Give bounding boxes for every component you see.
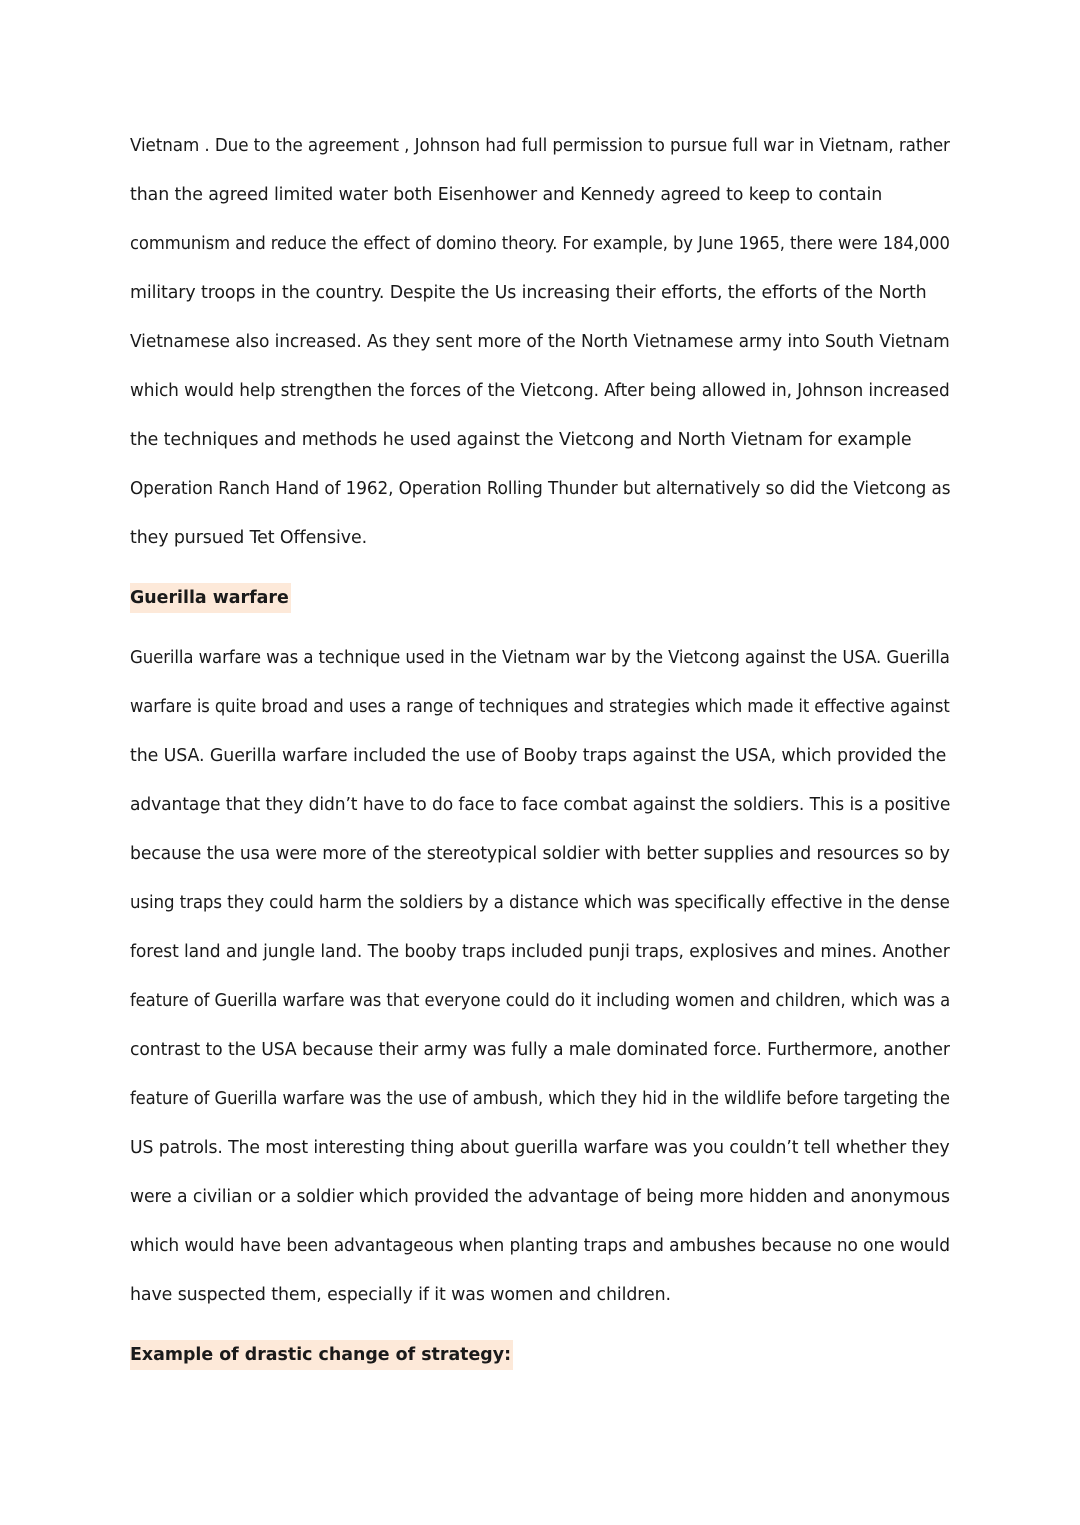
text-line: which would help strengthen the forces of the Vietcong. After being allowed in, Johnson increased xyxy=(130,381,950,401)
text-line: were a civilian or a soldier which provided the advantage of being more hidden and anonymous xyxy=(130,1187,950,1207)
text-line: US patrols. The most interesting thing about guerilla warfare was you couldn’t tell whether they xyxy=(130,1138,950,1158)
text-line: contrast to the USA because their army was fully a male dominated force. Furthermore, another xyxy=(130,1040,950,1060)
text-line: the techniques and methods he used against the Vietcong and North Vietnam for example xyxy=(130,430,912,450)
text-line: than the agreed limited water both Eisenhower and Kennedy agreed to keep to contain xyxy=(130,185,883,205)
text-line: military troops in the country. Despite the Us increasing their efforts, the efforts of the North xyxy=(130,283,927,303)
text-line: Vietnamese also increased. As they sent more of the North Vietnamese army into South Vietnam xyxy=(130,332,950,352)
text-line: using traps they could harm the soldiers by a distance which was specifically effective in the dense xyxy=(130,893,950,913)
text-line: communism and reduce the effect of domino theory. For example, by June 1965, there were 184,000 xyxy=(130,234,950,254)
text-line: Operation Ranch Hand of 1962, Operation Rolling Thunder but alternatively so did the Vietcong as xyxy=(130,479,951,499)
text-line: have suspected them, especially if it was women and children. xyxy=(130,1285,671,1305)
text-line: Guerilla warfare was a technique used in the Vietnam war by the Vietcong against the USA. Guerilla xyxy=(130,648,950,668)
section-heading-guerilla-warfare: Guerilla warfare xyxy=(130,583,291,613)
section-heading-strategy-change: Example of drastic change of strategy: xyxy=(130,1340,513,1370)
text-line: feature of Guerilla warfare was the use of ambush, which they hid in the wildlife before targeting the xyxy=(130,1089,950,1109)
text-line: because the usa were more of the stereotypical soldier with better supplies and resources so by xyxy=(130,844,950,864)
text-line: forest land and jungle land. The booby traps included punji traps, explosives and mines. Another xyxy=(130,942,950,962)
text-line: advantage that they didn’t have to do face to face combat against the soldiers. This is a positive xyxy=(130,795,951,815)
text-line: they pursued Tet Offensive. xyxy=(130,528,367,548)
text-line: feature of Guerilla warfare was that everyone could do it including women and children, which was a xyxy=(130,991,951,1011)
text-line: warfare is quite broad and uses a range of techniques and strategies which made it effective against xyxy=(130,697,950,717)
text-line: which would have been advantageous when planting traps and ambushes because no one would xyxy=(130,1236,950,1256)
text-line: Vietnam . Due to the agreement , Johnson had full permission to pursue full war in Vietnam, rather xyxy=(130,136,950,156)
text-line: the USA. Guerilla warfare included the use of Booby traps against the USA, which provided the xyxy=(130,746,947,766)
